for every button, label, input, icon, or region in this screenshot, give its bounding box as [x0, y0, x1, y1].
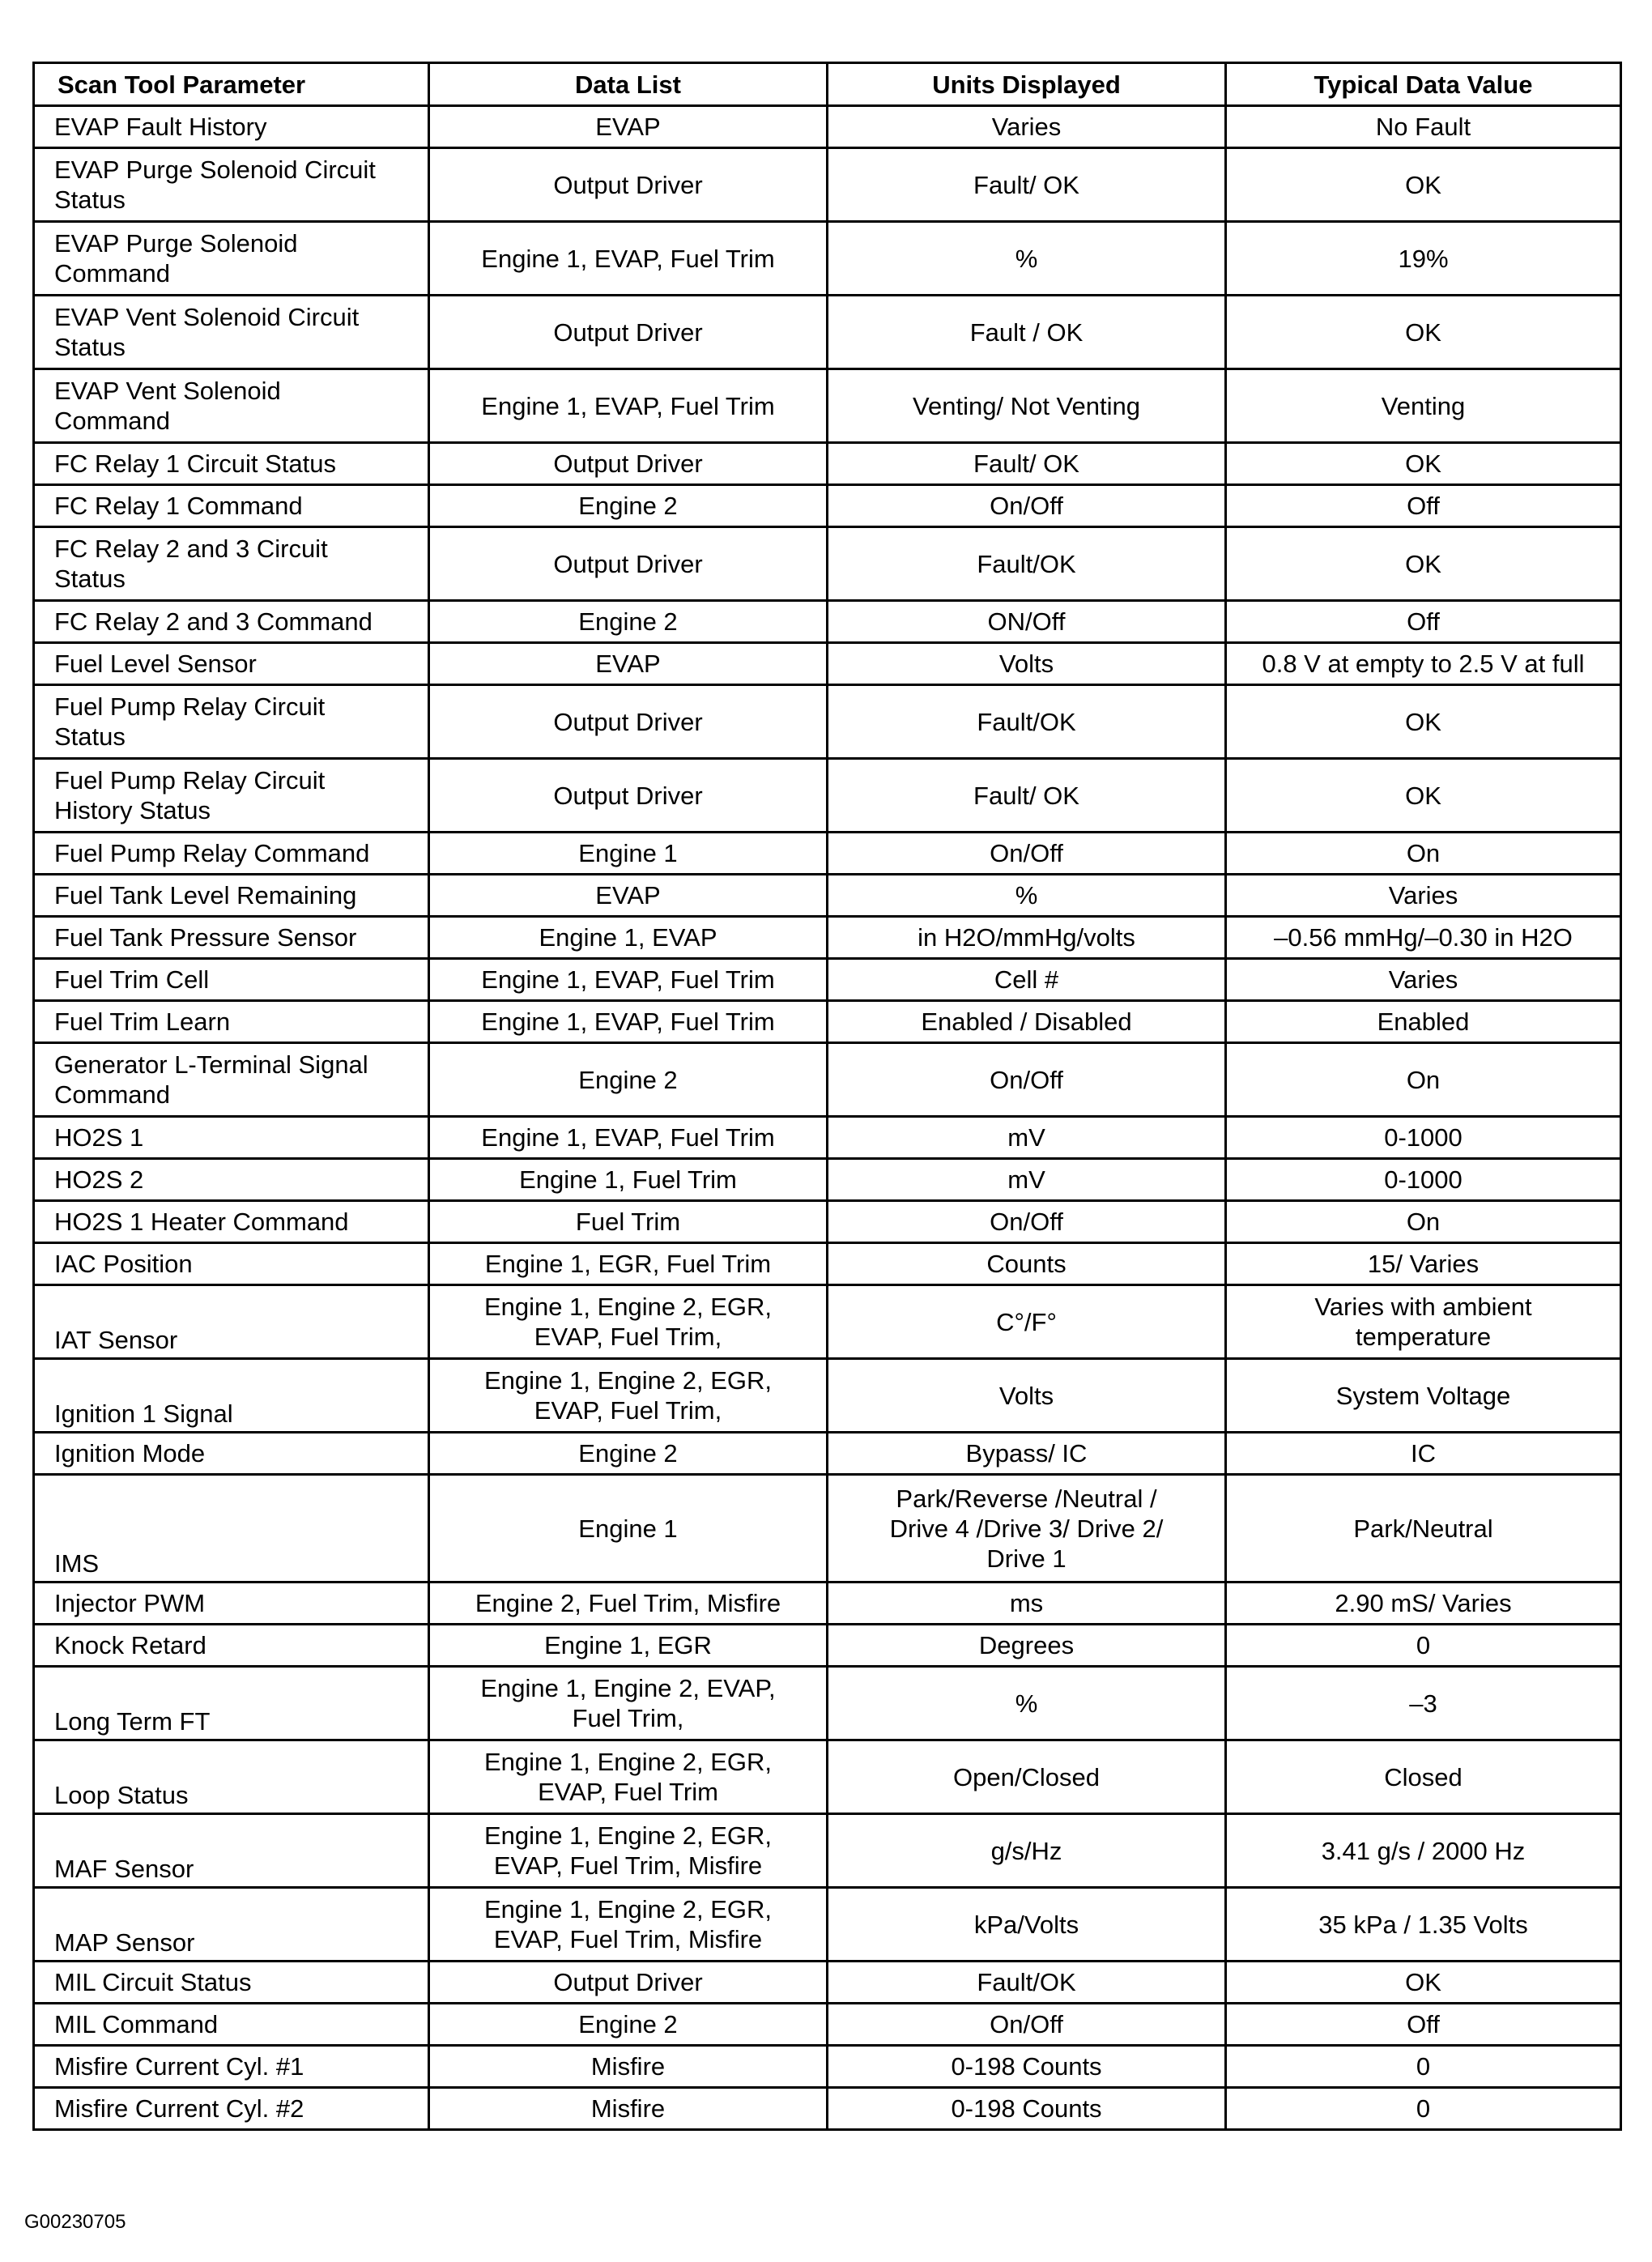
cell-data-list: Fuel Trim: [429, 1201, 828, 1243]
cell-scan-tool-parameter: EVAP Fault History: [34, 106, 429, 148]
cell-data-list: Engine 2: [429, 485, 828, 527]
cell-data-list: Output Driver: [429, 296, 828, 369]
cell-data-list: Output Driver: [429, 759, 828, 833]
cell-data-list: Engine 1, EVAP, Fuel Trim: [429, 1001, 828, 1043]
cell-units-displayed: On/Off: [828, 833, 1226, 875]
table-row: [34, 2088, 1621, 2130]
cell-units-displayed: Counts: [828, 1243, 1226, 1285]
table-row: [34, 222, 1621, 296]
table-body: [34, 106, 1621, 2130]
cell-typical-data-value: OK: [1226, 296, 1621, 369]
cell-typical-data-value: –3: [1226, 1667, 1621, 1740]
cell-scan-tool-parameter: Fuel Trim Cell: [34, 959, 429, 1001]
cell-scan-tool-parameter: Misfire Current Cyl. #1: [34, 2046, 429, 2088]
cell-units-displayed: On/Off: [828, 485, 1226, 527]
table-row: [34, 443, 1621, 485]
table-row: [34, 643, 1621, 685]
header-data-list: Data List: [429, 63, 828, 106]
cell-units-displayed: ON/Off: [828, 601, 1226, 643]
cell-data-list: Engine 2: [429, 1043, 828, 1117]
cell-units-displayed: Volts: [828, 643, 1226, 685]
figure-id: G00230705: [24, 2211, 126, 2233]
cell-data-list: Engine 2: [429, 1433, 828, 1475]
cell-scan-tool-parameter: Fuel Pump Relay Command: [34, 833, 429, 875]
cell-scan-tool-parameter: FC Relay 2 and 3 Circuit Status: [34, 527, 429, 601]
cell-scan-tool-parameter: Ignition Mode: [34, 1433, 429, 1475]
cell-data-list: Output Driver: [429, 527, 828, 601]
cell-typical-data-value: Park/Neutral: [1226, 1475, 1621, 1583]
cell-typical-data-value: 0: [1226, 2046, 1621, 2088]
cell-data-list: Engine 1, Engine 2, EGR, EVAP, Fuel Trim: [429, 1740, 828, 1814]
cell-data-list: Engine 1: [429, 1475, 828, 1583]
cell-units-displayed: Fault/ OK: [828, 148, 1226, 222]
cell-units-displayed: Fault/OK: [828, 527, 1226, 601]
cell-typical-data-value: 19%: [1226, 222, 1621, 296]
header-units-displayed: Units Displayed: [828, 63, 1226, 106]
table-row: [34, 875, 1621, 917]
cell-units-displayed: %: [828, 875, 1226, 917]
table-row: [34, 1888, 1621, 1962]
table-row: [34, 959, 1621, 1001]
table-row: [34, 1814, 1621, 1888]
cell-scan-tool-parameter: MIL Circuit Status: [34, 1962, 429, 2004]
cell-data-list: Engine 1, EVAP, Fuel Trim: [429, 1117, 828, 1159]
cell-typical-data-value: Varies: [1226, 959, 1621, 1001]
cell-units-displayed: Fault/OK: [828, 1962, 1226, 2004]
cell-data-list: Output Driver: [429, 1962, 828, 2004]
cell-scan-tool-parameter: Ignition 1 Signal: [34, 1359, 429, 1433]
table-row: [34, 917, 1621, 959]
cell-units-displayed: Varies: [828, 106, 1226, 148]
cell-typical-data-value: 0.8 V at empty to 2.5 V at full: [1226, 643, 1621, 685]
cell-typical-data-value: 15/ Varies: [1226, 1243, 1621, 1285]
table-row: [34, 1433, 1621, 1475]
cell-typical-data-value: 2.90 mS/ Varies: [1226, 1583, 1621, 1625]
cell-units-displayed: mV: [828, 1159, 1226, 1201]
table-row: [34, 1117, 1621, 1159]
cell-typical-data-value: OK: [1226, 443, 1621, 485]
table-row: [34, 1475, 1621, 1583]
cell-scan-tool-parameter: Fuel Tank Level Remaining: [34, 875, 429, 917]
cell-typical-data-value: Off: [1226, 485, 1621, 527]
table-row: [34, 1359, 1621, 1433]
cell-scan-tool-parameter: Fuel Pump Relay Circuit Status: [34, 685, 429, 759]
cell-data-list: Engine 1, Engine 2, EGR, EVAP, Fuel Trim,: [429, 1285, 828, 1359]
cell-units-displayed: mV: [828, 1117, 1226, 1159]
cell-units-displayed: Enabled / Disabled: [828, 1001, 1226, 1043]
cell-scan-tool-parameter: EVAP Purge Solenoid Circuit Status: [34, 148, 429, 222]
cell-typical-data-value: OK: [1226, 148, 1621, 222]
cell-typical-data-value: Enabled: [1226, 1001, 1621, 1043]
cell-units-displayed: Cell #: [828, 959, 1226, 1001]
cell-data-list: Engine 1, Engine 2, EVAP, Fuel Trim,: [429, 1667, 828, 1740]
table-row: [34, 485, 1621, 527]
cell-scan-tool-parameter: Misfire Current Cyl. #2: [34, 2088, 429, 2130]
cell-typical-data-value: 0-1000: [1226, 1159, 1621, 1201]
table-row: [34, 833, 1621, 875]
scan-tool-data-sheet: [32, 62, 1620, 2131]
cell-scan-tool-parameter: Injector PWM: [34, 1583, 429, 1625]
cell-units-displayed: %: [828, 222, 1226, 296]
cell-typical-data-value: IC: [1226, 1433, 1621, 1475]
cell-data-list: EVAP: [429, 643, 828, 685]
table-row: [34, 106, 1621, 148]
cell-typical-data-value: No Fault: [1226, 106, 1621, 148]
cell-typical-data-value: System Voltage: [1226, 1359, 1621, 1433]
cell-data-list: Engine 1, EVAP, Fuel Trim: [429, 222, 828, 296]
cell-data-list: Engine 1: [429, 833, 828, 875]
cell-typical-data-value: 0: [1226, 1625, 1621, 1667]
cell-scan-tool-parameter: Fuel Trim Learn: [34, 1001, 429, 1043]
cell-data-list: Misfire: [429, 2088, 828, 2130]
cell-scan-tool-parameter: EVAP Vent Solenoid Circuit Status: [34, 296, 429, 369]
cell-units-displayed: Degrees: [828, 1625, 1226, 1667]
table-header-row: [34, 63, 1621, 106]
scan-tool-data-table: [32, 62, 1622, 2131]
cell-scan-tool-parameter: MAF Sensor: [34, 1814, 429, 1888]
cell-scan-tool-parameter: Fuel Tank Pressure Sensor: [34, 917, 429, 959]
table-row: [34, 1625, 1621, 1667]
cell-data-list: Output Driver: [429, 443, 828, 485]
table-row: [34, 1159, 1621, 1201]
cell-scan-tool-parameter: HO2S 2: [34, 1159, 429, 1201]
cell-scan-tool-parameter: EVAP Vent Solenoid Command: [34, 369, 429, 443]
cell-typical-data-value: Varies: [1226, 875, 1621, 917]
cell-data-list: Engine 2: [429, 601, 828, 643]
table-row: [34, 1243, 1621, 1285]
cell-data-list: Output Driver: [429, 685, 828, 759]
cell-typical-data-value: 0-1000: [1226, 1117, 1621, 1159]
cell-data-list: Engine 1, EGR, Fuel Trim: [429, 1243, 828, 1285]
cell-typical-data-value: Closed: [1226, 1740, 1621, 1814]
cell-data-list: Output Driver: [429, 148, 828, 222]
cell-typical-data-value: OK: [1226, 527, 1621, 601]
table-row: [34, 369, 1621, 443]
cell-scan-tool-parameter: FC Relay 1 Command: [34, 485, 429, 527]
cell-data-list: Misfire: [429, 2046, 828, 2088]
cell-units-displayed: Fault / OK: [828, 296, 1226, 369]
cell-data-list: Engine 1, Engine 2, EGR, EVAP, Fuel Trim,: [429, 1359, 828, 1433]
cell-units-displayed: 0-198 Counts: [828, 2088, 1226, 2130]
cell-units-displayed: Park/Reverse /Neutral / Drive 4 /Drive 3/ Drive 2/ Drive 1: [828, 1475, 1226, 1583]
table-row: [34, 1583, 1621, 1625]
cell-data-list: Engine 1, Engine 2, EGR, EVAP, Fuel Trim, Misfire: [429, 1888, 828, 1962]
cell-units-displayed: g/s/Hz: [828, 1814, 1226, 1888]
table-row: [34, 685, 1621, 759]
table-row: [34, 1285, 1621, 1359]
cell-data-list: EVAP: [429, 106, 828, 148]
cell-typical-data-value: Venting: [1226, 369, 1621, 443]
cell-units-displayed: %: [828, 1667, 1226, 1740]
cell-data-list: Engine 1, Fuel Trim: [429, 1159, 828, 1201]
cell-data-list: Engine 1, EVAP, Fuel Trim: [429, 959, 828, 1001]
cell-typical-data-value: Off: [1226, 2004, 1621, 2046]
cell-scan-tool-parameter: IMS: [34, 1475, 429, 1583]
cell-data-list: Engine 1, EGR: [429, 1625, 828, 1667]
cell-typical-data-value: On: [1226, 833, 1621, 875]
cell-scan-tool-parameter: FC Relay 2 and 3 Command: [34, 601, 429, 643]
cell-units-displayed: Fault/ OK: [828, 443, 1226, 485]
cell-typical-data-value: 35 kPa / 1.35 Volts: [1226, 1888, 1621, 1962]
table-row: [34, 296, 1621, 369]
cell-data-list: Engine 1, EVAP: [429, 917, 828, 959]
cell-typical-data-value: On: [1226, 1043, 1621, 1117]
table-row: [34, 527, 1621, 601]
cell-scan-tool-parameter: HO2S 1: [34, 1117, 429, 1159]
cell-units-displayed: On/Off: [828, 1201, 1226, 1243]
cell-typical-data-value: –0.56 mmHg/–0.30 in H2O: [1226, 917, 1621, 959]
cell-units-displayed: C°/F°: [828, 1285, 1226, 1359]
cell-typical-data-value: OK: [1226, 759, 1621, 833]
table-row: [34, 1962, 1621, 2004]
cell-units-displayed: Fault/ OK: [828, 759, 1226, 833]
table-row: [34, 2004, 1621, 2046]
cell-units-displayed: ms: [828, 1583, 1226, 1625]
cell-typical-data-value: 0: [1226, 2088, 1621, 2130]
cell-units-displayed: On/Off: [828, 2004, 1226, 2046]
cell-scan-tool-parameter: Fuel Pump Relay Circuit History Status: [34, 759, 429, 833]
cell-data-list: Engine 2, Fuel Trim, Misfire: [429, 1583, 828, 1625]
cell-data-list: Engine 1, EVAP, Fuel Trim: [429, 369, 828, 443]
table-row: [34, 1667, 1621, 1740]
table-row: [34, 1043, 1621, 1117]
cell-scan-tool-parameter: Long Term FT: [34, 1667, 429, 1740]
cell-data-list: Engine 2: [429, 2004, 828, 2046]
cell-units-displayed: Venting/ Not Venting: [828, 369, 1226, 443]
cell-typical-data-value: OK: [1226, 685, 1621, 759]
cell-scan-tool-parameter: MAP Sensor: [34, 1888, 429, 1962]
cell-units-displayed: Fault/OK: [828, 685, 1226, 759]
cell-scan-tool-parameter: EVAP Purge Solenoid Command: [34, 222, 429, 296]
cell-typical-data-value: Varies with ambient temperature: [1226, 1285, 1621, 1359]
table-row: [34, 759, 1621, 833]
cell-scan-tool-parameter: Generator L-Terminal Signal Command: [34, 1043, 429, 1117]
cell-scan-tool-parameter: IAC Position: [34, 1243, 429, 1285]
table-row: [34, 601, 1621, 643]
cell-units-displayed: in H2O/mmHg/volts: [828, 917, 1226, 959]
cell-typical-data-value: On: [1226, 1201, 1621, 1243]
cell-units-displayed: Bypass/ IC: [828, 1433, 1226, 1475]
header-typical-data-value: Typical Data Value: [1226, 63, 1621, 106]
cell-scan-tool-parameter: Loop Status: [34, 1740, 429, 1814]
cell-units-displayed: Open/Closed: [828, 1740, 1226, 1814]
cell-typical-data-value: OK: [1226, 1962, 1621, 2004]
cell-scan-tool-parameter: IAT Sensor: [34, 1285, 429, 1359]
header-scan-tool-parameter: Scan Tool Parameter: [34, 63, 429, 106]
cell-units-displayed: 0-198 Counts: [828, 2046, 1226, 2088]
cell-scan-tool-parameter: FC Relay 1 Circuit Status: [34, 443, 429, 485]
cell-scan-tool-parameter: MIL Command: [34, 2004, 429, 2046]
table-row: [34, 2046, 1621, 2088]
table-row: [34, 1201, 1621, 1243]
table-row: [34, 1740, 1621, 1814]
cell-typical-data-value: 3.41 g/s / 2000 Hz: [1226, 1814, 1621, 1888]
cell-units-displayed: kPa/Volts: [828, 1888, 1226, 1962]
cell-data-list: Engine 1, Engine 2, EGR, EVAP, Fuel Trim, Misfire: [429, 1814, 828, 1888]
cell-units-displayed: Volts: [828, 1359, 1226, 1433]
cell-data-list: EVAP: [429, 875, 828, 917]
cell-scan-tool-parameter: HO2S 1 Heater Command: [34, 1201, 429, 1243]
cell-scan-tool-parameter: Fuel Level Sensor: [34, 643, 429, 685]
cell-scan-tool-parameter: Knock Retard: [34, 1625, 429, 1667]
table-row: [34, 148, 1621, 222]
table-row: [34, 1001, 1621, 1043]
cell-typical-data-value: Off: [1226, 601, 1621, 643]
cell-units-displayed: On/Off: [828, 1043, 1226, 1117]
